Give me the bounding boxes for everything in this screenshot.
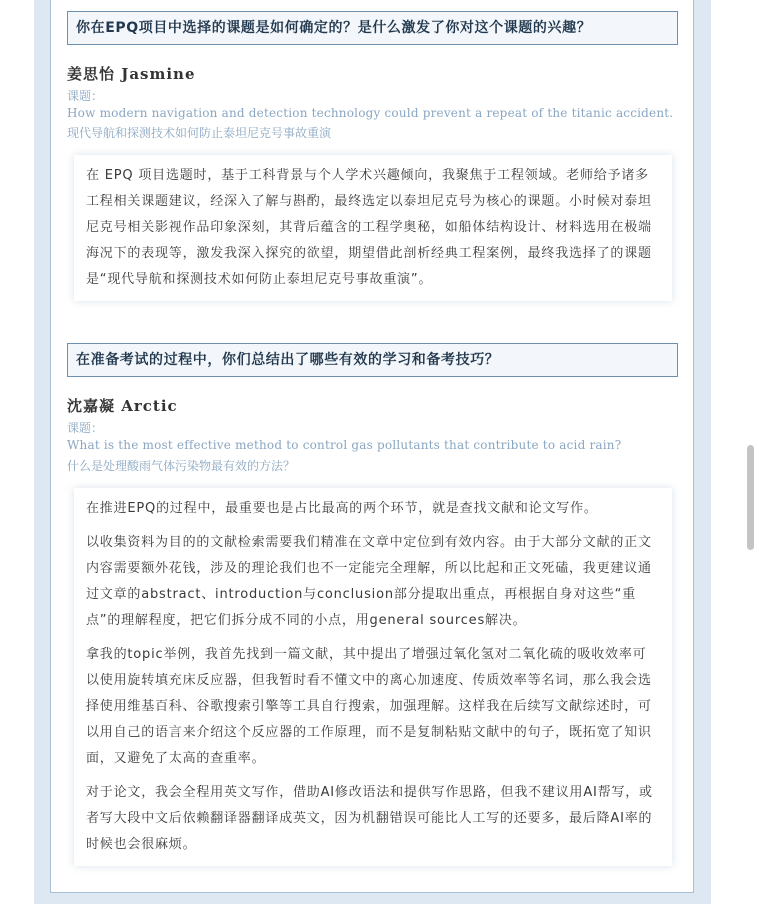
answer-paragraph: 以收集资料为目的的文献检索需要我们精准在文章中定位到有效内容。由于大部分文献的正文内容需要额外花钱，涉及的理论我们也不一定能完全理解，所以比起和正文死磕，我更建议通过文章的abstract、introduction与conclusion部分提取出重点，再根据自身对这些“重点”的理解程度，把它们拆分成不同的小点，用general sources解决。 [86, 535, 652, 628]
answer-paragraph: 对于论文，我会全程用英文写作，借助AI修改语法和提供写作思路，但我不建议用AI帮写，或者写大段中文后依赖翻译器翻译成英文，因为机翻错误可能比人工写的还要多，最后降AI率的时候也会很麻烦。 [86, 785, 653, 852]
topic-english-2: What is the most effective method to control gas pollutants that contribute to acid rain? [67, 438, 622, 452]
answer-paragraph: 在 EPQ 项目选题时，基于工科背景与个人学术兴趣倾向，我聚焦于工程领域。老师给予诸多工程相关课题建议，经深入了解与斟酌，最终选定以泰坦尼克号为核心的课题。小时候对泰坦尼克号相关影视作品印象深刻，其背后蕴含的工程学奥秘，如船体结构设计、材料选用在极端海况下的表现等，激发我深入探究的欲望，期望借此剖析经典工程案例，最终我选择了的课题是“现代导航和探测技术如何防止泰坦尼克号事故重演”。 [86, 168, 652, 287]
topic-english-1: How modern navigation and detection technology could prevent a repeat of the titanic accident. [67, 106, 674, 120]
topic-label-1: 课题： [67, 89, 104, 103]
author-name-2: 沈嘉凝 Arctic [67, 397, 178, 415]
article-card [50, 0, 694, 893]
answer-box-1 [74, 155, 672, 301]
scrollbar-thumb[interactable] [747, 445, 754, 550]
topic-label-2: 课题： [67, 421, 104, 435]
question-box-2: 在准备考试的过程中，你们总结出了哪些有效的学习和备考技巧？ [67, 343, 678, 377]
answer-paragraph: 在推进EPQ的过程中，最重要也是占比最高的两个环节，就是查找文献和论文写作。 [86, 501, 598, 516]
author-name-1: 姜思怡 Jasmine [67, 65, 196, 83]
question-box-1: 你在EPQ项目中选择的课题是如何确定的？是什么激发了你对这个课题的兴趣？ [67, 11, 678, 45]
answer-box-2 [74, 488, 672, 866]
answer-paragraph: 拿我的topic举例，我首先找到一篇文献，其中提出了增强过氧化氢对二氧化硫的吸收效率可以使用旋转填充床反应器，但我暂时看不懂文中的离心加速度、传质效率等名词，那么我会选择使用维基百科、谷歌搜索引擎等工具自行搜索，加强理解。这样我在后续写文献综述时，可以用自己的语言来介绍这个反应器的工作原理，而不是复制粘贴文献中的句子，既拓宽了知识面，又避免了太高的查重率。 [86, 647, 652, 766]
topic-chinese-2: 什么是处理酸雨气体污染物最有效的方法？ [67, 459, 296, 473]
topic-chinese-1: 现代导航和探测技术如何防止泰坦尼克号事故重演 [67, 126, 332, 140]
